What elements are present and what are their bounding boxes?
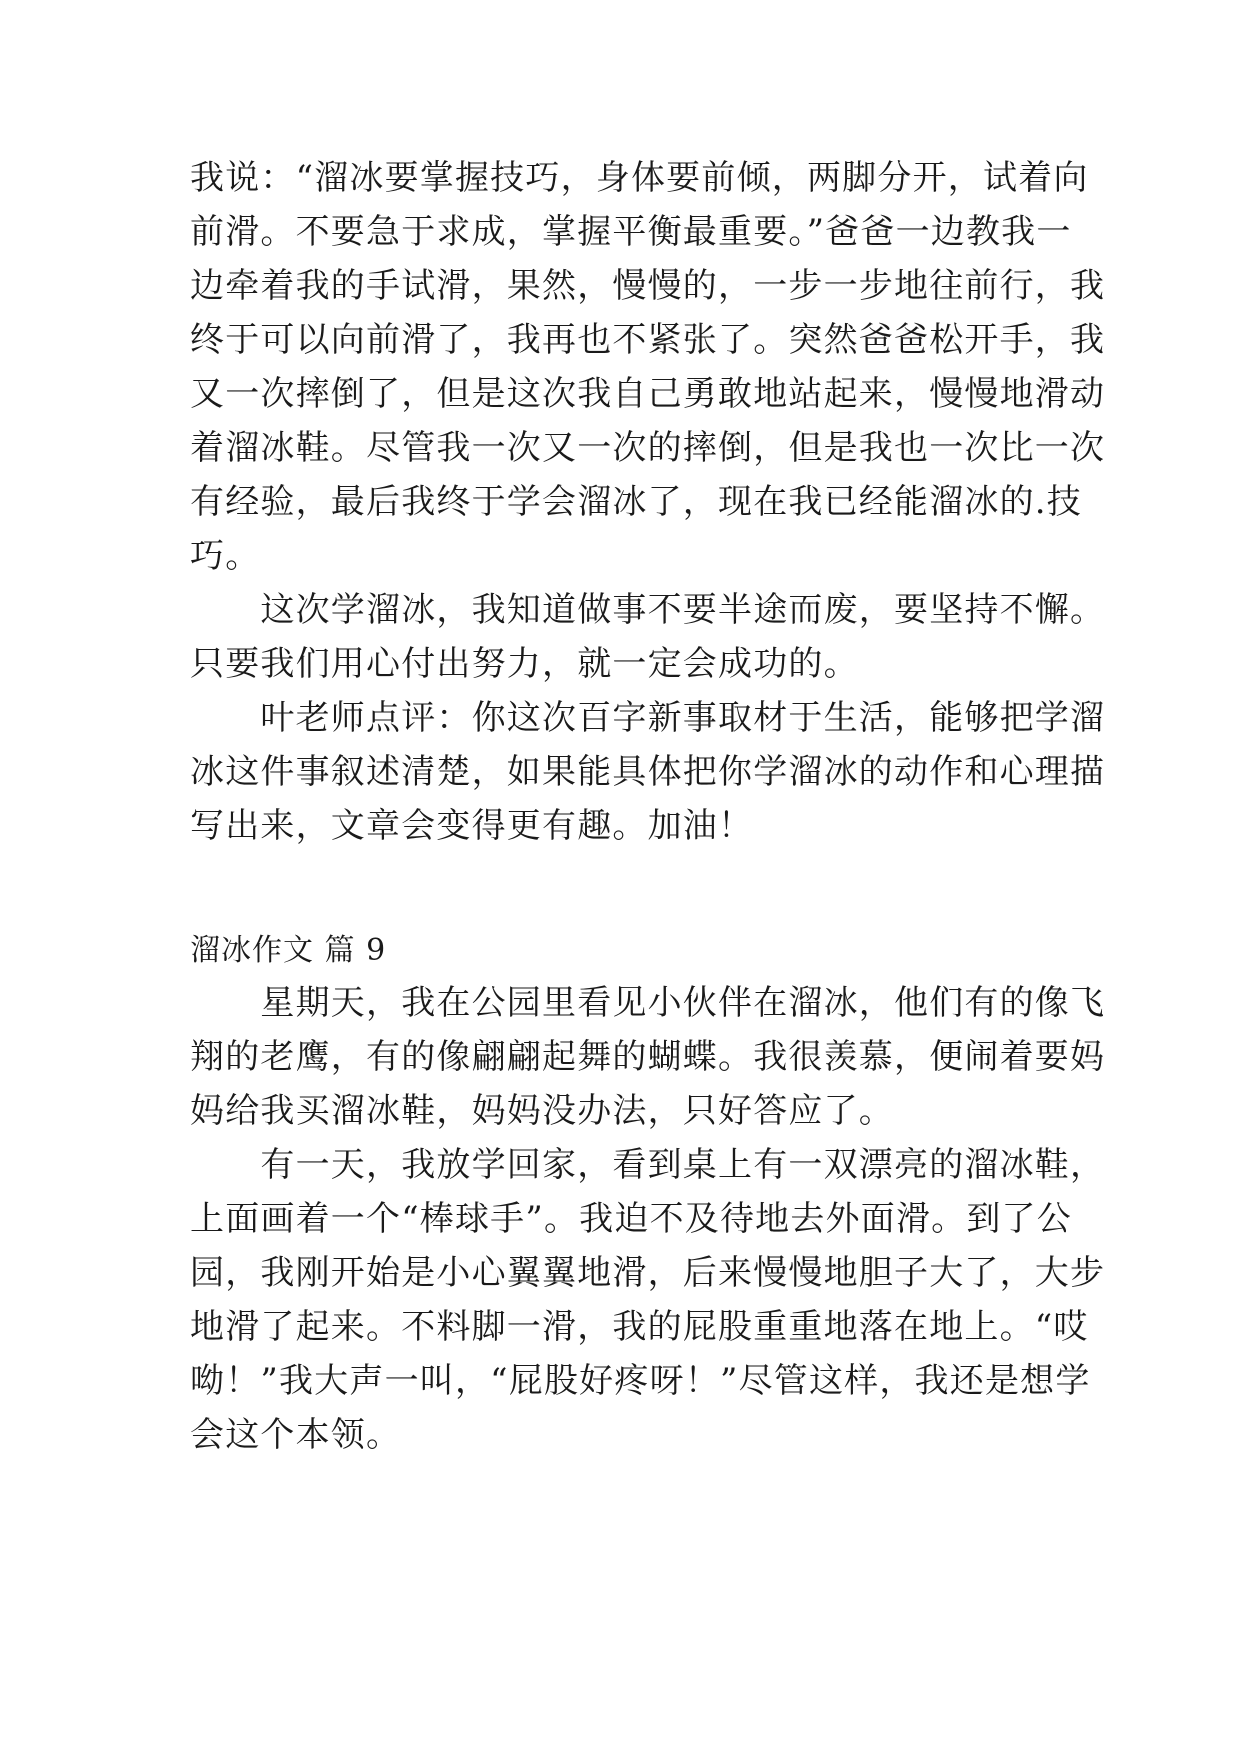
text-line: 上面画着一个“棒球手”。我迫不及待地去外面滑。到了公 [190,1199,1072,1239]
text-line: 园，我刚开始是小心翼翼地滑，后来慢慢地胆子大了，大步 [190,1253,1106,1293]
text-line: 又一次摔倒了，但是这次我自己勇敢地站起来，慢慢地滑动 [190,374,1106,414]
text-line: 叶老师点评：你这次百字新事取材于生活，能够把学溜 [190,698,1106,738]
text-line: 边牵着我的手试滑，果然，慢慢的，一步一步地往前行，我 [190,266,1106,306]
text-line: 地滑了起来。不料脚一滑，我的屁股重重地落在地上。“哎 [190,1307,1089,1347]
section-title: 溜冰作文 篇 9 [190,933,387,968]
text-line: 翔的老鹰，有的像翩翩起舞的蝴蝶。我很羡慕，便闹着要妈 [190,1037,1106,1077]
text-line: 星期天，我在公园里看见小伙伴在溜冰，他们有的像飞 [190,983,1106,1023]
text-line: 会这个本领。 [190,1415,402,1455]
text-line: 妈给我买溜冰鞋，妈妈没办法，只好答应了。 [190,1091,894,1131]
text-line: 这次学溜冰，我知道做事不要半途而废，要坚持不懈。 [190,590,1106,630]
text-line: 有一天，我放学回家，看到桌上有一双漂亮的溜冰鞋， [190,1145,1106,1185]
text-line: 终于可以向前滑了，我再也不紧张了。突然爸爸松开手，我 [190,320,1106,360]
text-line: 有经验，最后我终于学会溜冰了，现在我已经能溜冰的.技 [190,482,1083,522]
text-line: 我说：“溜冰要掌握技巧，身体要前倾，两脚分开，试着向 [190,158,1089,198]
text-line: 呦！”我大声一叫，“屁股好疼呀！”尽管这样，我还是想学 [190,1361,1091,1401]
text-line: 写出来，文章会变得更有趣。加油！ [190,806,754,846]
text-line: 冰这件事叙述清楚，如果能具体把你学溜冰的动作和心理描 [190,752,1106,792]
text-line: 只要我们用心付出努力，就一定会成功的。 [190,644,859,684]
text-line: 巧。 [190,536,261,576]
text-line: 着溜冰鞋。尽管我一次又一次的摔倒，但是我也一次比一次 [190,428,1106,468]
text-line: 前滑。不要急于求成，掌握平衡最重要。”爸爸一边教我一 [190,212,1072,252]
